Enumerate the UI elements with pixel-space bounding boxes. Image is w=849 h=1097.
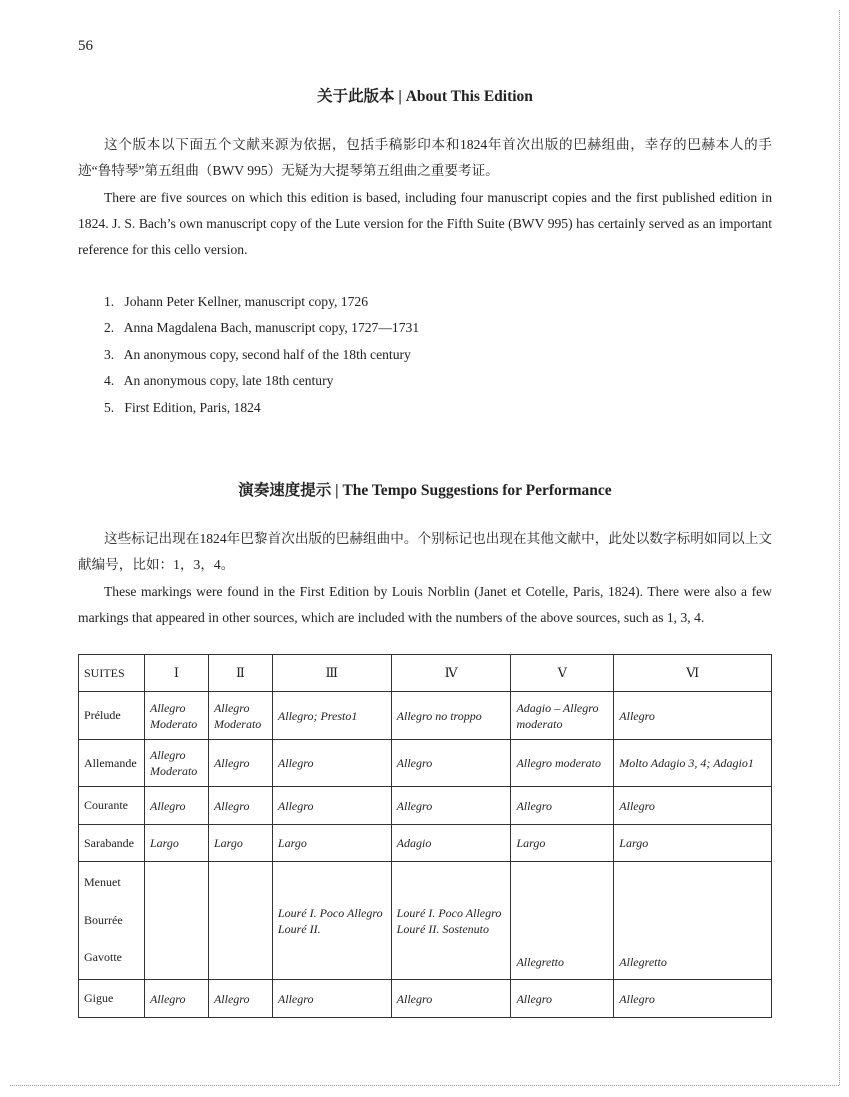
tempo-cell: [144, 862, 208, 980]
header-suite-6: Ⅵ: [614, 655, 772, 692]
source-list: [104, 289, 419, 421]
tempo-line: Louré I. Poco Allegro: [277, 905, 383, 920]
source-text: An anonymous copy, late 18th century: [123, 373, 334, 389]
tempo-cell: Allegro: [272, 980, 391, 1018]
tempo-cell: Allegro: [208, 787, 272, 825]
source-item: [104, 368, 419, 394]
edition-heading: 关于此版本 | About This Edition: [317, 88, 533, 105]
dance-name: Gavotte: [84, 950, 122, 965]
tempo-cell: Allegro Moderato: [144, 740, 208, 787]
tempo-cell: Allegro: [511, 787, 614, 825]
dance-name: Allemande: [79, 740, 145, 787]
table-row: [79, 862, 772, 980]
tempo-cell: Adagio – Allegro moderato: [511, 692, 614, 740]
tempo-cell: Allegro: [208, 980, 272, 1018]
source-number: 3.: [104, 346, 115, 362]
source-item: [104, 315, 419, 341]
header-suite-4: Ⅳ: [391, 655, 511, 692]
tempo-cell: Allegro: [272, 787, 391, 825]
source-number: 5.: [104, 399, 115, 415]
tempo-cell: [391, 862, 511, 980]
table-row: [79, 740, 772, 787]
tempo-cell: Allegro moderato: [511, 740, 614, 787]
table-header-row: [79, 655, 772, 692]
page-number: 56: [78, 38, 93, 54]
source-item: [104, 289, 419, 315]
tempo-cell: Allegro: [272, 740, 391, 787]
tempo-cell: Largo: [272, 825, 391, 862]
tempo-cell: [208, 862, 272, 980]
tempo-cell: Allegro no troppo: [391, 692, 511, 740]
header-suite-1: Ⅰ: [144, 655, 208, 692]
tempo-cell: Allegro: [391, 740, 511, 787]
tempo-cell: Allegro: [511, 980, 614, 1018]
tempo-cell: Largo: [614, 825, 772, 862]
tempo-table: [78, 654, 772, 1018]
dance-name-group: [79, 862, 145, 980]
tempo-cell: Allegro: [391, 980, 511, 1018]
page-border-bottom: [10, 1085, 839, 1086]
source-text: Johann Peter Kellner, manuscript copy, 1726: [124, 294, 368, 309]
dance-name: Sarabande: [79, 825, 145, 862]
tempo-cell: Largo: [208, 825, 272, 862]
edition-paragraph-english: There are five sources on which this edition is based, including four manuscript copies and the first published edition in 1824. J. S. Bach’s own manuscript copy of the Lute version for the Fifth Suite (BWV 995) has certainly served as an important reference for this cello version.: [78, 190, 772, 257]
tempo-cell: Largo: [511, 825, 614, 862]
tempo-heading: 演奏速度提示 | The Tempo Suggestions for Performance: [238, 482, 612, 499]
source-number: 1.: [104, 294, 115, 309]
header-suite-5: Ⅴ: [511, 655, 614, 692]
page-border-right: [839, 10, 840, 1085]
tempo-cell: Allegro: [144, 980, 208, 1018]
source-number: 2.: [104, 320, 115, 336]
tempo-cell: Allegro: [614, 787, 772, 825]
source-text: An anonymous copy, second half of the 18th century: [123, 346, 411, 362]
tempo-cell: Allegro; Presto1: [272, 692, 391, 740]
tempo-line: Louré I. Poco Allegro: [396, 905, 502, 920]
table-row: [79, 692, 772, 740]
tempo-paragraph-chinese: 这些标记出现在1824年巴黎首次出版的巴赫组曲中。个别标记也出现在其他文献中，此处以数字标明如同以上文献编号，比如：1，3，4。: [78, 531, 772, 572]
dance-name: Courante: [79, 787, 145, 825]
dance-name: Prélude: [79, 692, 145, 740]
header-suite-2: Ⅱ: [208, 655, 272, 692]
tempo-cell: Largo: [144, 825, 208, 862]
source-number: 4.: [104, 373, 115, 389]
table-row: [79, 980, 772, 1018]
tempo-cell: Allegro: [391, 787, 511, 825]
header-suite-3: Ⅲ: [272, 655, 391, 692]
tempo-line: Louré II.: [277, 921, 321, 936]
source-text: Anna Magdalena Bach, manuscript copy, 1727—1731: [123, 320, 420, 336]
header-suites: SUITES: [79, 655, 145, 692]
tempo-cell: [272, 862, 391, 980]
tempo-cell: Allegro: [208, 740, 272, 787]
tempo-cell: Allegro: [144, 787, 208, 825]
source-text: First Edition, Paris, 1824: [124, 399, 261, 415]
dance-name: Menuet: [84, 875, 121, 889]
tempo-cell: Adagio: [391, 825, 511, 862]
dance-name: Gigue: [79, 980, 145, 1018]
tempo-cell: Allegro Moderato: [208, 692, 272, 740]
dance-name: Bourrée: [84, 912, 123, 927]
tempo-cell: Allegretto: [614, 862, 772, 980]
edition-paragraph-chinese: 这个版本以下面五个文献来源为依据，包括手稿影印本和1824年首次出版的巴赫组曲，幸存的巴赫本人的手迹“鲁特琴”第五组曲（BWV 995）无疑为大提琴第五组曲之重要考证。: [78, 137, 772, 178]
table-row: [79, 787, 772, 825]
table-row: [79, 825, 772, 862]
tempo-cell: Allegretto: [511, 862, 614, 980]
source-item: [104, 395, 419, 421]
tempo-cell: Allegro: [614, 980, 772, 1018]
source-item: [104, 342, 419, 368]
tempo-line: Louré II. Sostenuto: [396, 921, 489, 936]
tempo-cell: Allegro Moderato: [144, 692, 208, 740]
tempo-cell: Allegro: [614, 692, 772, 740]
tempo-paragraph-english: These markings were found in the First Edition by Louis Norblin (Janet et Cotelle, Paris, 1824). There were also a few markings that appeared in other sources, which are included with the numbers of the above sources, such as 1, 3, 4.: [78, 584, 772, 625]
tempo-cell: Molto Adagio 3, 4; Adagio1: [614, 740, 772, 787]
